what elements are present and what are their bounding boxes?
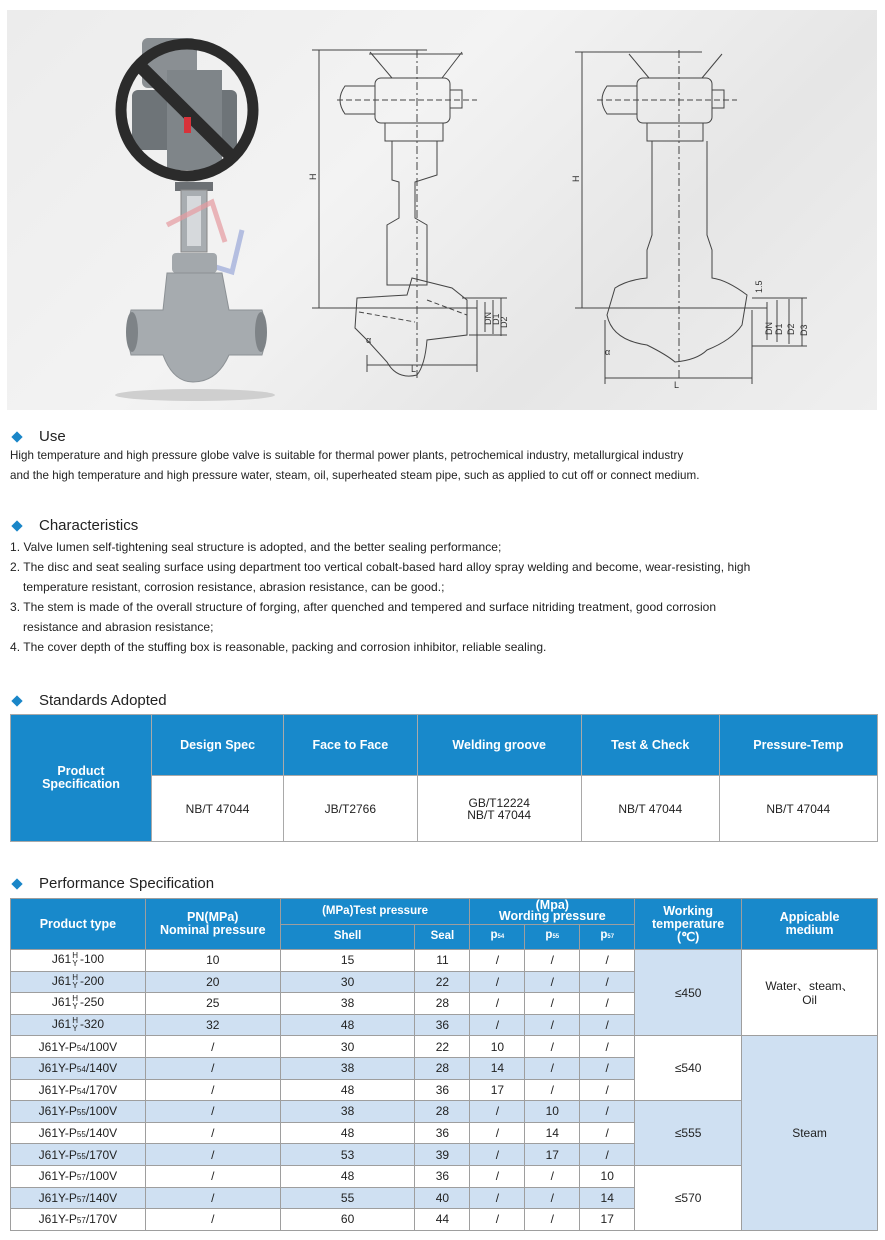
- characteristic-text-cont: resistance and abrasion resistance;: [23, 620, 214, 634]
- cell-pn: /: [145, 1122, 280, 1144]
- standard-code: NB/T 47044: [766, 801, 831, 816]
- standards-value: [284, 776, 417, 842]
- header-seal: Seal: [415, 924, 470, 950]
- type-prefix: J61: [51, 952, 72, 967]
- cell-p55: /: [525, 971, 580, 993]
- cell-shell: 53: [280, 1144, 415, 1166]
- type-sup: H: [72, 994, 78, 1004]
- cell-p57: 17: [580, 1209, 635, 1231]
- standard-code: NB/T 47044: [467, 807, 532, 822]
- type-suffix: /140V: [85, 1190, 118, 1205]
- cell-p57: 10: [580, 1165, 635, 1187]
- standards-col-header: Face to Face: [284, 715, 417, 776]
- characteristic-text-cont: temperature resistant, corrosion resistance, abrasion resistance, can be good.;: [23, 580, 445, 594]
- p-subscript: 57: [607, 934, 615, 941]
- cell-p54: /: [470, 950, 525, 972]
- cell-pn: 10: [145, 950, 280, 972]
- cell-p57: /: [580, 993, 635, 1015]
- use-text-line: High temperature and high pressure globe valve is suitable for thermal power plants, petrochemical industry, metallurgical industry: [10, 449, 684, 462]
- cell-seal: 28: [415, 1057, 470, 1079]
- cell-pn: /: [145, 1079, 280, 1101]
- cell-p55: 10: [525, 1101, 580, 1123]
- header-p55: [525, 924, 580, 950]
- cell-p57: /: [580, 971, 635, 993]
- cell-p57: /: [580, 1057, 635, 1079]
- type-p-grade: 55: [76, 1130, 86, 1140]
- section-use-heading: [10, 428, 66, 445]
- standard-code: NB/T 47044: [618, 801, 683, 816]
- performance-body: [11, 950, 878, 1231]
- label-d2-right: D2: [786, 323, 796, 335]
- type-suffix: /140V: [85, 1061, 118, 1076]
- cell-p55: /: [525, 1014, 580, 1036]
- characteristic-text: 3. The stem is made of the overall structure of forging, after quenched and tempered and surface nitriding treatment, good corrosion: [10, 600, 717, 614]
- cell-p54: 10: [470, 1036, 525, 1058]
- cell-product-type: [11, 1036, 146, 1058]
- header-line: Appicable: [779, 910, 840, 924]
- header-line: PN(MPa): [187, 910, 239, 924]
- cell-p54: /: [470, 1187, 525, 1209]
- type-prefix: J61Y-P: [38, 1104, 77, 1119]
- header-line: (℃): [676, 929, 700, 944]
- cell-pn: 32: [145, 1014, 280, 1036]
- header-line: medium: [785, 923, 834, 937]
- cell-p55: /: [525, 1187, 580, 1209]
- cell-seal: 22: [415, 1036, 470, 1058]
- type-prefix: J61Y-P: [38, 1039, 77, 1054]
- cell-p57: /: [580, 1144, 635, 1166]
- type-p-grade: 55: [76, 1151, 86, 1161]
- cell-p57: /: [580, 1101, 635, 1123]
- cell-pn: 25: [145, 993, 280, 1015]
- cell-p55: /: [525, 1057, 580, 1079]
- type-p-grade: 54: [76, 1086, 86, 1096]
- performance-table: [10, 898, 878, 1231]
- p-subscript: 54: [497, 934, 505, 941]
- type-sub: Y: [72, 1002, 78, 1012]
- cell-seal: 36: [415, 1165, 470, 1187]
- label-d1-right: D1: [774, 323, 784, 335]
- product-specification-header: [11, 715, 152, 842]
- cell-p55: /: [525, 993, 580, 1015]
- medium-line: Oil: [802, 992, 817, 1007]
- cell-p54: /: [470, 1101, 525, 1123]
- type-sup: H: [72, 972, 78, 982]
- cell-pn: /: [145, 1209, 280, 1231]
- label-l-left: L: [411, 364, 417, 374]
- characteristics-list: [10, 537, 885, 657]
- cell-shell: 60: [280, 1209, 415, 1231]
- type-p-grade: 57: [76, 1216, 86, 1226]
- header-p57: [580, 924, 635, 950]
- standards-col-header: Design Spec: [152, 715, 284, 776]
- cell-seal: 22: [415, 971, 470, 993]
- cell-p54: /: [470, 971, 525, 993]
- type-suffix: /170V: [85, 1082, 118, 1097]
- cell-shell: 38: [280, 993, 415, 1015]
- type-suffix: /100V: [85, 1039, 118, 1054]
- type-sup: H: [72, 951, 78, 961]
- standards-value: [152, 776, 284, 842]
- header-p54: [470, 924, 525, 950]
- cell-product-type: [11, 1165, 146, 1187]
- bullet-diamond-icon: [11, 878, 22, 889]
- type-p-grade: 54: [76, 1043, 86, 1053]
- type-p-grade: 55: [76, 1108, 86, 1118]
- header-product-type: Product type: [11, 899, 146, 950]
- characteristic-item: [10, 557, 885, 597]
- characteristic-item: [10, 537, 885, 557]
- standards-table: [10, 714, 878, 842]
- standards-title: Standards Adopted: [39, 692, 167, 709]
- label-h-right: H: [571, 175, 581, 182]
- cell-shell: 48: [280, 1014, 415, 1036]
- cell-p57: /: [580, 1079, 635, 1101]
- cell-product-type: [11, 1144, 146, 1166]
- cell-shell: 38: [280, 1101, 415, 1123]
- section-performance-heading: [10, 875, 214, 892]
- valve-photo: [115, 38, 275, 401]
- cell-p55: /: [525, 1079, 580, 1101]
- type-sub: Y: [72, 1024, 78, 1034]
- cell-p54: /: [470, 1209, 525, 1231]
- type-prefix: J61Y-P: [38, 1126, 77, 1141]
- cell-p57: /: [580, 1036, 635, 1058]
- side-section-drawing: [312, 50, 507, 380]
- cell-p55: 14: [525, 1122, 580, 1144]
- label-offset: 1.5: [754, 280, 764, 293]
- cell-shell: 48: [280, 1079, 415, 1101]
- cell-product-type: [11, 1187, 146, 1209]
- label-angle-right: α: [605, 347, 611, 357]
- cell-pn: /: [145, 1101, 280, 1123]
- standard-code: JB/T2766: [324, 801, 377, 816]
- type-prefix: J61Y-P: [38, 1190, 77, 1205]
- type-sup: H: [72, 1016, 78, 1026]
- cell-p57: /: [580, 950, 635, 972]
- p-symbol: p: [600, 929, 608, 942]
- type-suffix: /100V: [85, 1169, 118, 1184]
- use-text: [10, 446, 885, 486]
- type-suffix: -100: [79, 952, 104, 967]
- cell-shell: 30: [280, 1036, 415, 1058]
- label-d3-right: D3: [799, 324, 809, 336]
- cell-shell: 48: [280, 1165, 415, 1187]
- cell-p55: /: [525, 1209, 580, 1231]
- label-dn-right: DN: [764, 322, 774, 335]
- p-symbol: p: [490, 929, 498, 942]
- cell-p54: /: [470, 1165, 525, 1187]
- bullet-diamond-icon: [11, 695, 22, 706]
- characteristic-item: [10, 597, 885, 637]
- cell-pn: 20: [145, 971, 280, 993]
- header-line: Nominal pressure: [159, 923, 266, 937]
- cell-shell: 15: [280, 950, 415, 972]
- label-d1-left: D1: [491, 313, 501, 325]
- type-material-stack: [72, 952, 78, 968]
- standards-header-row: [11, 715, 878, 776]
- type-prefix: J61: [51, 1017, 72, 1032]
- cell-working-temperature: ≤555: [635, 1101, 742, 1166]
- cell-p54: /: [470, 993, 525, 1015]
- cell-seal: 36: [415, 1079, 470, 1101]
- header-line: (Mpa): [535, 898, 569, 913]
- standards-col-header: Pressure-Temp: [719, 715, 877, 776]
- cell-product-type: [11, 1057, 146, 1079]
- cell-p57: /: [580, 1014, 635, 1036]
- p-symbol: p: [545, 929, 553, 942]
- characteristic-text: 1. Valve lumen self-tightening seal structure is adopted, and the better sealing performance;: [10, 540, 502, 554]
- label-d2-left: D2: [499, 316, 509, 328]
- characteristic-text: 4. The cover depth of the stuffing box is reasonable, packing and corrosion inhibitor, reliable sealing.: [10, 640, 547, 654]
- cell-seal: 28: [415, 1101, 470, 1123]
- p-subscript: 55: [552, 934, 560, 941]
- cell-pn: /: [145, 1187, 280, 1209]
- cell-shell: 48: [280, 1122, 415, 1144]
- cell-seal: 28: [415, 993, 470, 1015]
- section-characteristics-heading: [10, 517, 138, 534]
- cell-working-temperature: ≤570: [635, 1165, 742, 1230]
- header-working-temperature: [635, 899, 742, 950]
- cell-p54: /: [470, 1014, 525, 1036]
- standards-col-header: Test & Check: [581, 715, 719, 776]
- cell-seal: 39: [415, 1144, 470, 1166]
- characteristics-title: Characteristics: [39, 517, 139, 534]
- label-h-left: H: [308, 173, 318, 180]
- cell-seal: 36: [415, 1122, 470, 1144]
- cell-product-type: [11, 1101, 146, 1123]
- header-line: temperature: [652, 916, 725, 931]
- type-suffix: -200: [79, 974, 104, 989]
- cell-product-type: [11, 1014, 146, 1036]
- cell-p55: /: [525, 950, 580, 972]
- cell-shell: 55: [280, 1187, 415, 1209]
- cell-shell: 38: [280, 1057, 415, 1079]
- header-shell: Shell: [280, 924, 415, 950]
- cell-p55: /: [525, 1165, 580, 1187]
- type-p-grade: 54: [76, 1065, 86, 1075]
- cell-p54: /: [470, 1122, 525, 1144]
- cell-pn: /: [145, 1036, 280, 1058]
- cell-working-temperature: ≤540: [635, 1036, 742, 1101]
- type-suffix: /100V: [85, 1104, 118, 1119]
- type-suffix: /140V: [85, 1126, 118, 1141]
- performance-header-row: [11, 899, 878, 925]
- characteristic-item: [10, 637, 885, 657]
- cell-working-temperature: ≤450: [635, 950, 742, 1036]
- header-test-pressure: (MPa)Test pressure: [280, 899, 470, 925]
- cell-p54: /: [470, 1144, 525, 1166]
- cell-pn: /: [145, 1057, 280, 1079]
- medium-line: Water、steam、: [765, 978, 854, 993]
- table-row: [11, 1036, 878, 1058]
- cell-product-type: [11, 1079, 146, 1101]
- standards-value: [417, 776, 581, 842]
- type-p-grade: 57: [76, 1194, 86, 1204]
- section-standards-heading: [10, 692, 167, 709]
- table-row: [11, 950, 878, 972]
- cell-applicable-medium: [742, 950, 878, 1036]
- type-prefix: J61Y-P: [38, 1212, 77, 1227]
- type-suffix: /170V: [85, 1147, 118, 1162]
- product-hero-image: [7, 10, 877, 410]
- cell-pn: /: [145, 1144, 280, 1166]
- type-prefix: J61: [51, 995, 72, 1010]
- header-nominal-pressure: [145, 899, 280, 950]
- valve-illustration: [7, 10, 877, 410]
- type-suffix: -250: [79, 995, 104, 1010]
- header-line: Wording pressure: [498, 909, 606, 924]
- bullet-diamond-icon: [11, 520, 22, 531]
- cell-p55: 17: [525, 1144, 580, 1166]
- type-suffix: -320: [79, 1017, 104, 1032]
- standard-code: GB/T12224: [468, 795, 530, 810]
- label-dn-left: DN: [483, 312, 493, 325]
- cell-p57: /: [580, 1122, 635, 1144]
- cell-product-type: [11, 971, 146, 993]
- type-material-stack: [72, 974, 78, 990]
- cell-seal: 11: [415, 950, 470, 972]
- cell-seal: 44: [415, 1209, 470, 1231]
- characteristic-text: 2. The disc and seat sealing surface using department too vertical cobalt-based hard alloy spray welding and become, wear-resisting, high: [10, 560, 751, 574]
- cell-p54: 14: [470, 1057, 525, 1079]
- cell-seal: 36: [415, 1014, 470, 1036]
- cell-product-type: [11, 993, 146, 1015]
- type-material-stack: [72, 1017, 78, 1033]
- cell-pn: /: [145, 1165, 280, 1187]
- cell-p57: 14: [580, 1187, 635, 1209]
- cell-shell: 30: [280, 971, 415, 993]
- row-header-line: Specification: [42, 777, 120, 791]
- row-header-line: Product: [57, 764, 105, 778]
- side-drawing-labels: [308, 174, 509, 375]
- use-title: Use: [39, 428, 66, 445]
- cell-product-type: [11, 1122, 146, 1144]
- cell-applicable-medium: Steam: [742, 1036, 878, 1230]
- use-text-line: and the high temperature and high pressure water, steam, oil, superheated steam pipe, such as applied to cut off or connect medium.: [10, 469, 700, 482]
- type-p-grade: 57: [76, 1173, 86, 1183]
- header-applicable-medium: [742, 899, 878, 950]
- cell-p54: 17: [470, 1079, 525, 1101]
- type-material-stack: [72, 995, 78, 1011]
- type-suffix: /170V: [85, 1212, 118, 1227]
- type-prefix: J61Y-P: [38, 1082, 77, 1097]
- type-prefix: J61: [51, 974, 72, 989]
- type-sub: Y: [72, 959, 78, 969]
- standards-value: [719, 776, 877, 842]
- label-angle-left: α: [366, 335, 372, 345]
- performance-title: Performance Specification: [39, 875, 215, 892]
- type-prefix: J61Y-P: [38, 1169, 77, 1184]
- type-prefix: J61Y-P: [38, 1061, 77, 1076]
- header-wording-pressure: [470, 899, 635, 925]
- header-line: Working: [663, 903, 714, 918]
- cell-seal: 40: [415, 1187, 470, 1209]
- cell-product-type: [11, 1209, 146, 1231]
- standards-value: [581, 776, 719, 842]
- label-l-right: L: [674, 380, 680, 390]
- type-prefix: J61Y-P: [38, 1147, 77, 1162]
- bullet-diamond-icon: [11, 431, 22, 442]
- standard-code: NB/T 47044: [185, 801, 250, 816]
- front-drawing-labels: [571, 176, 809, 391]
- cell-product-type: [11, 950, 146, 972]
- standards-col-header: Welding groove: [417, 715, 581, 776]
- type-sub: Y: [72, 980, 78, 990]
- cell-p55: /: [525, 1036, 580, 1058]
